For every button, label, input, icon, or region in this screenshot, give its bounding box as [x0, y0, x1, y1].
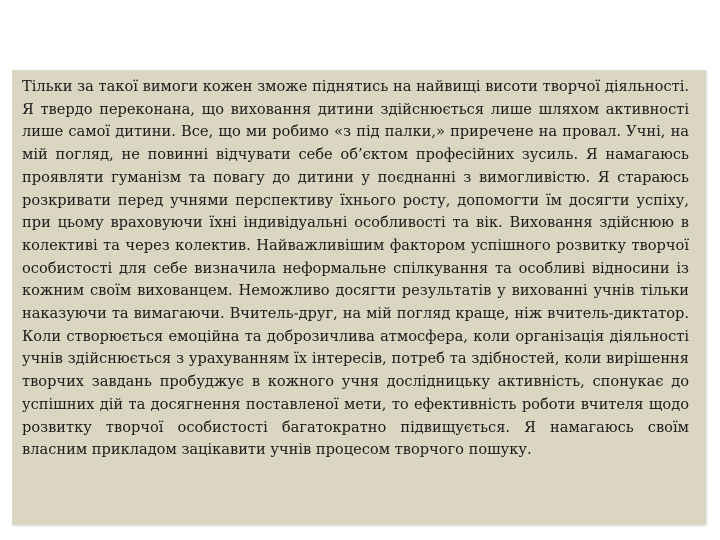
- body-paragraph: Тільки за такої вимоги кожен зможе піднятись на найвищі висоти творчої діяльності. Я твердо переконана, що виховання дитини здійснюється лише шляхом активності лише самої дитини. Все, що ми робимо «з під палки,» приречене на провал. Учні, на мій погляд, не повинні відчувати себе об’єктом професійних зусиль. Я намагаюсь проявляти гуманізм та повагу до дитини у поєднанні з вимогливістю. Я стараюсь розкривати перед учнями перспективу їхнього росту, допомогти їм досягти успіху, при цьому враховуючи їхні індивідуальні особливості та вік. Виховання здійснюю в колективі та через колектив. Найважливішим фактором успішного розвитку творчої особистості для себе визначила неформальне спілкування та особливі відносини із кожним своїм вихованцем. Неможливо досягти результатів у вихованні учнів тільки наказуючи та вимагаючи. Вчитель-друг, на мій погляд краще, ніж вчитель-диктатор. Коли створюється емоційна та доброзичлива атмосфера, коли організація діяльності учнів здійснюється з урахуванням їх інтересів, потреб та здібностей, коли вирішення творчих завдань пробуджує в кожного учня дослідницьку активність, спонукає до успішних дій та досягнення поставленої мети, то ефективність роботи вчителя щодо розвитку творчої особистості багатократно підвищується. Я намагаюсь своїм власним прикладом зацікавити учнів процесом творчого пошуку.: [22, 78, 689, 459]
